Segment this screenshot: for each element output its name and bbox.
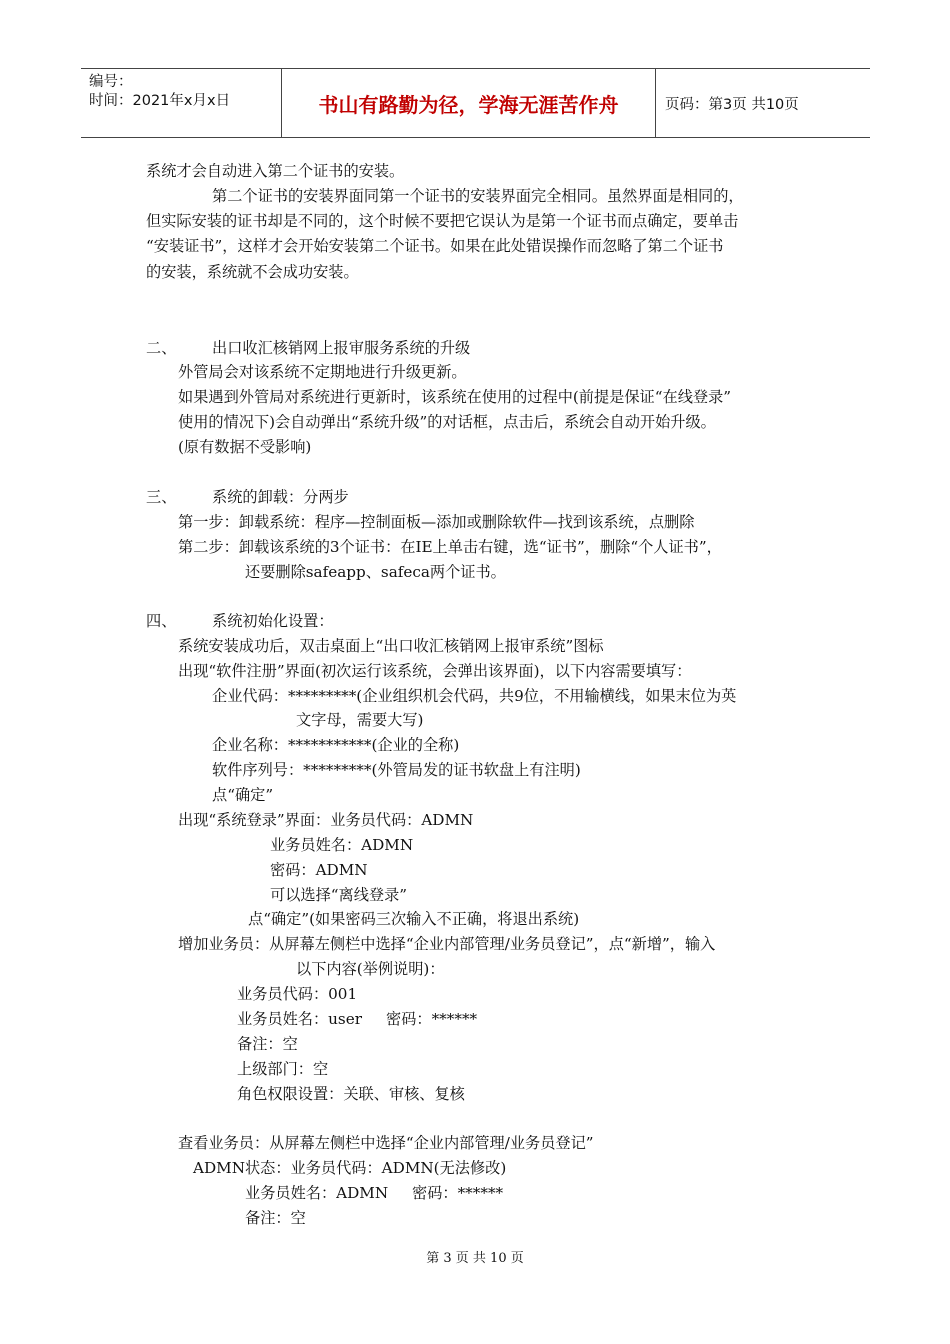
header-motto: 书山有路勤为径，学海无涯苦作舟	[318, 92, 619, 117]
body-line: 文字母，需要大写)	[296, 711, 424, 729]
body-line: 第二个证书的安装界面同第一个证书的安装界面完全相同。虽然界面是相同的，	[212, 187, 744, 205]
section-number: 四、	[146, 612, 177, 630]
body-line: 还要删除safeapp、safeca两个证书。	[245, 563, 506, 581]
body-line: 备注：空	[237, 1035, 298, 1053]
body-line: 企业代码：*********(企业组织机会代码，共9位，不用输横线，如果末位为英	[212, 687, 737, 705]
body-line: 如果遇到外管局对系统进行更新时，该系统在使用的过程中(前提是保证“在线登录”	[178, 388, 732, 406]
body-line: 系统才会自动进入第二个证书的安装。	[146, 162, 405, 180]
header-divider	[655, 69, 656, 137]
body-line: 第二步：卸载该系统的3个证书：在IE上单击右键，选“证书”，删除“个人证书”，	[178, 538, 722, 556]
body-line: (原有数据不受影响)	[178, 438, 312, 456]
body-line: ADMN状态：业务员代码：ADMN(无法修改)	[193, 1159, 507, 1177]
body-line: 出现“系统登录”界面：业务员代码：ADMN	[178, 811, 474, 829]
header-meta	[89, 73, 230, 111]
body-line: 上级部门：空	[237, 1060, 329, 1078]
body-line: 以下内容(举例说明)：	[296, 960, 445, 978]
body-line: 业务员姓名：ADMN	[270, 836, 414, 854]
body-line: 角色权限设置：关联、审核、复核	[237, 1085, 465, 1103]
body-line: 业务员姓名：ADMN	[245, 1184, 389, 1202]
body-line: 点“确定”	[212, 786, 274, 804]
document-number: 编号：	[89, 74, 133, 90]
body-line: 使用的情况下)会自动弹出“系统升级”的对话框，点击后，系统会自动开始升级。	[178, 413, 716, 431]
body-line: 密码：ADMN	[270, 861, 368, 879]
body-line: 备注：空	[245, 1209, 306, 1227]
body-line: 系统安装成功后，双击桌面上“出口收汇核销网上报审系统”图标	[178, 637, 604, 655]
body-line: 第一步：卸载系统：程序—控制面板—添加或删除软件—找到该系统，点删除	[178, 513, 695, 531]
body-line: 但实际安装的证书却是不同的，这个时候不要把它误认为是第一个证书而点确定，要单击	[146, 212, 739, 230]
body-line: 外管局会对该系统不定期地进行升级更新。	[178, 363, 467, 381]
body-line: 点“确定”(如果密码三次输入不正确，将退出系统)	[248, 910, 580, 928]
section-heading: 出口收汇核销网上报审服务系统的升级	[212, 339, 471, 357]
section-number: 三、	[146, 488, 177, 506]
body-line: 查看业务员：从屏幕左侧栏中选择“企业内部管理/业务员登记”	[178, 1134, 594, 1152]
body-line: 软件序列号：*********(外管局发的证书软盘上有注明)	[212, 761, 581, 779]
body-line: 密码：******	[386, 1010, 478, 1028]
body-line: “安装证书”，这样才会开始安装第二个证书。如果在此处错误操作而忽略了第二个证书	[146, 237, 724, 255]
section-heading: 系统的卸载：分两步	[212, 488, 349, 506]
document-date: 时间：2021年x月x日	[89, 93, 231, 109]
page-footer: 第 3 页 共 10 页	[426, 1251, 524, 1266]
header-page-number: 页码：第3页 共10页	[665, 97, 799, 113]
body-line: 业务员姓名：user	[237, 1010, 362, 1028]
body-line: 增加业务员：从屏幕左侧栏中选择“企业内部管理/业务员登记”，点“新增”，输入	[178, 935, 716, 953]
body-line: 密码：******	[412, 1184, 504, 1202]
section-heading: 系统初始化设置：	[212, 612, 334, 630]
body-line: 出现“软件注册”界面(初次运行该系统，会弹出该界面)，以下内容需要填写：	[178, 662, 692, 680]
body-line: 业务员代码：001	[237, 985, 358, 1003]
section-number: 二、	[146, 339, 177, 357]
page-header	[81, 68, 870, 138]
body-line: 的安装，系统就不会成功安装。	[146, 263, 359, 281]
body-line: 企业名称：***********(企业的全称)	[212, 736, 460, 754]
body-line: 可以选择“离线登录”	[270, 886, 408, 904]
